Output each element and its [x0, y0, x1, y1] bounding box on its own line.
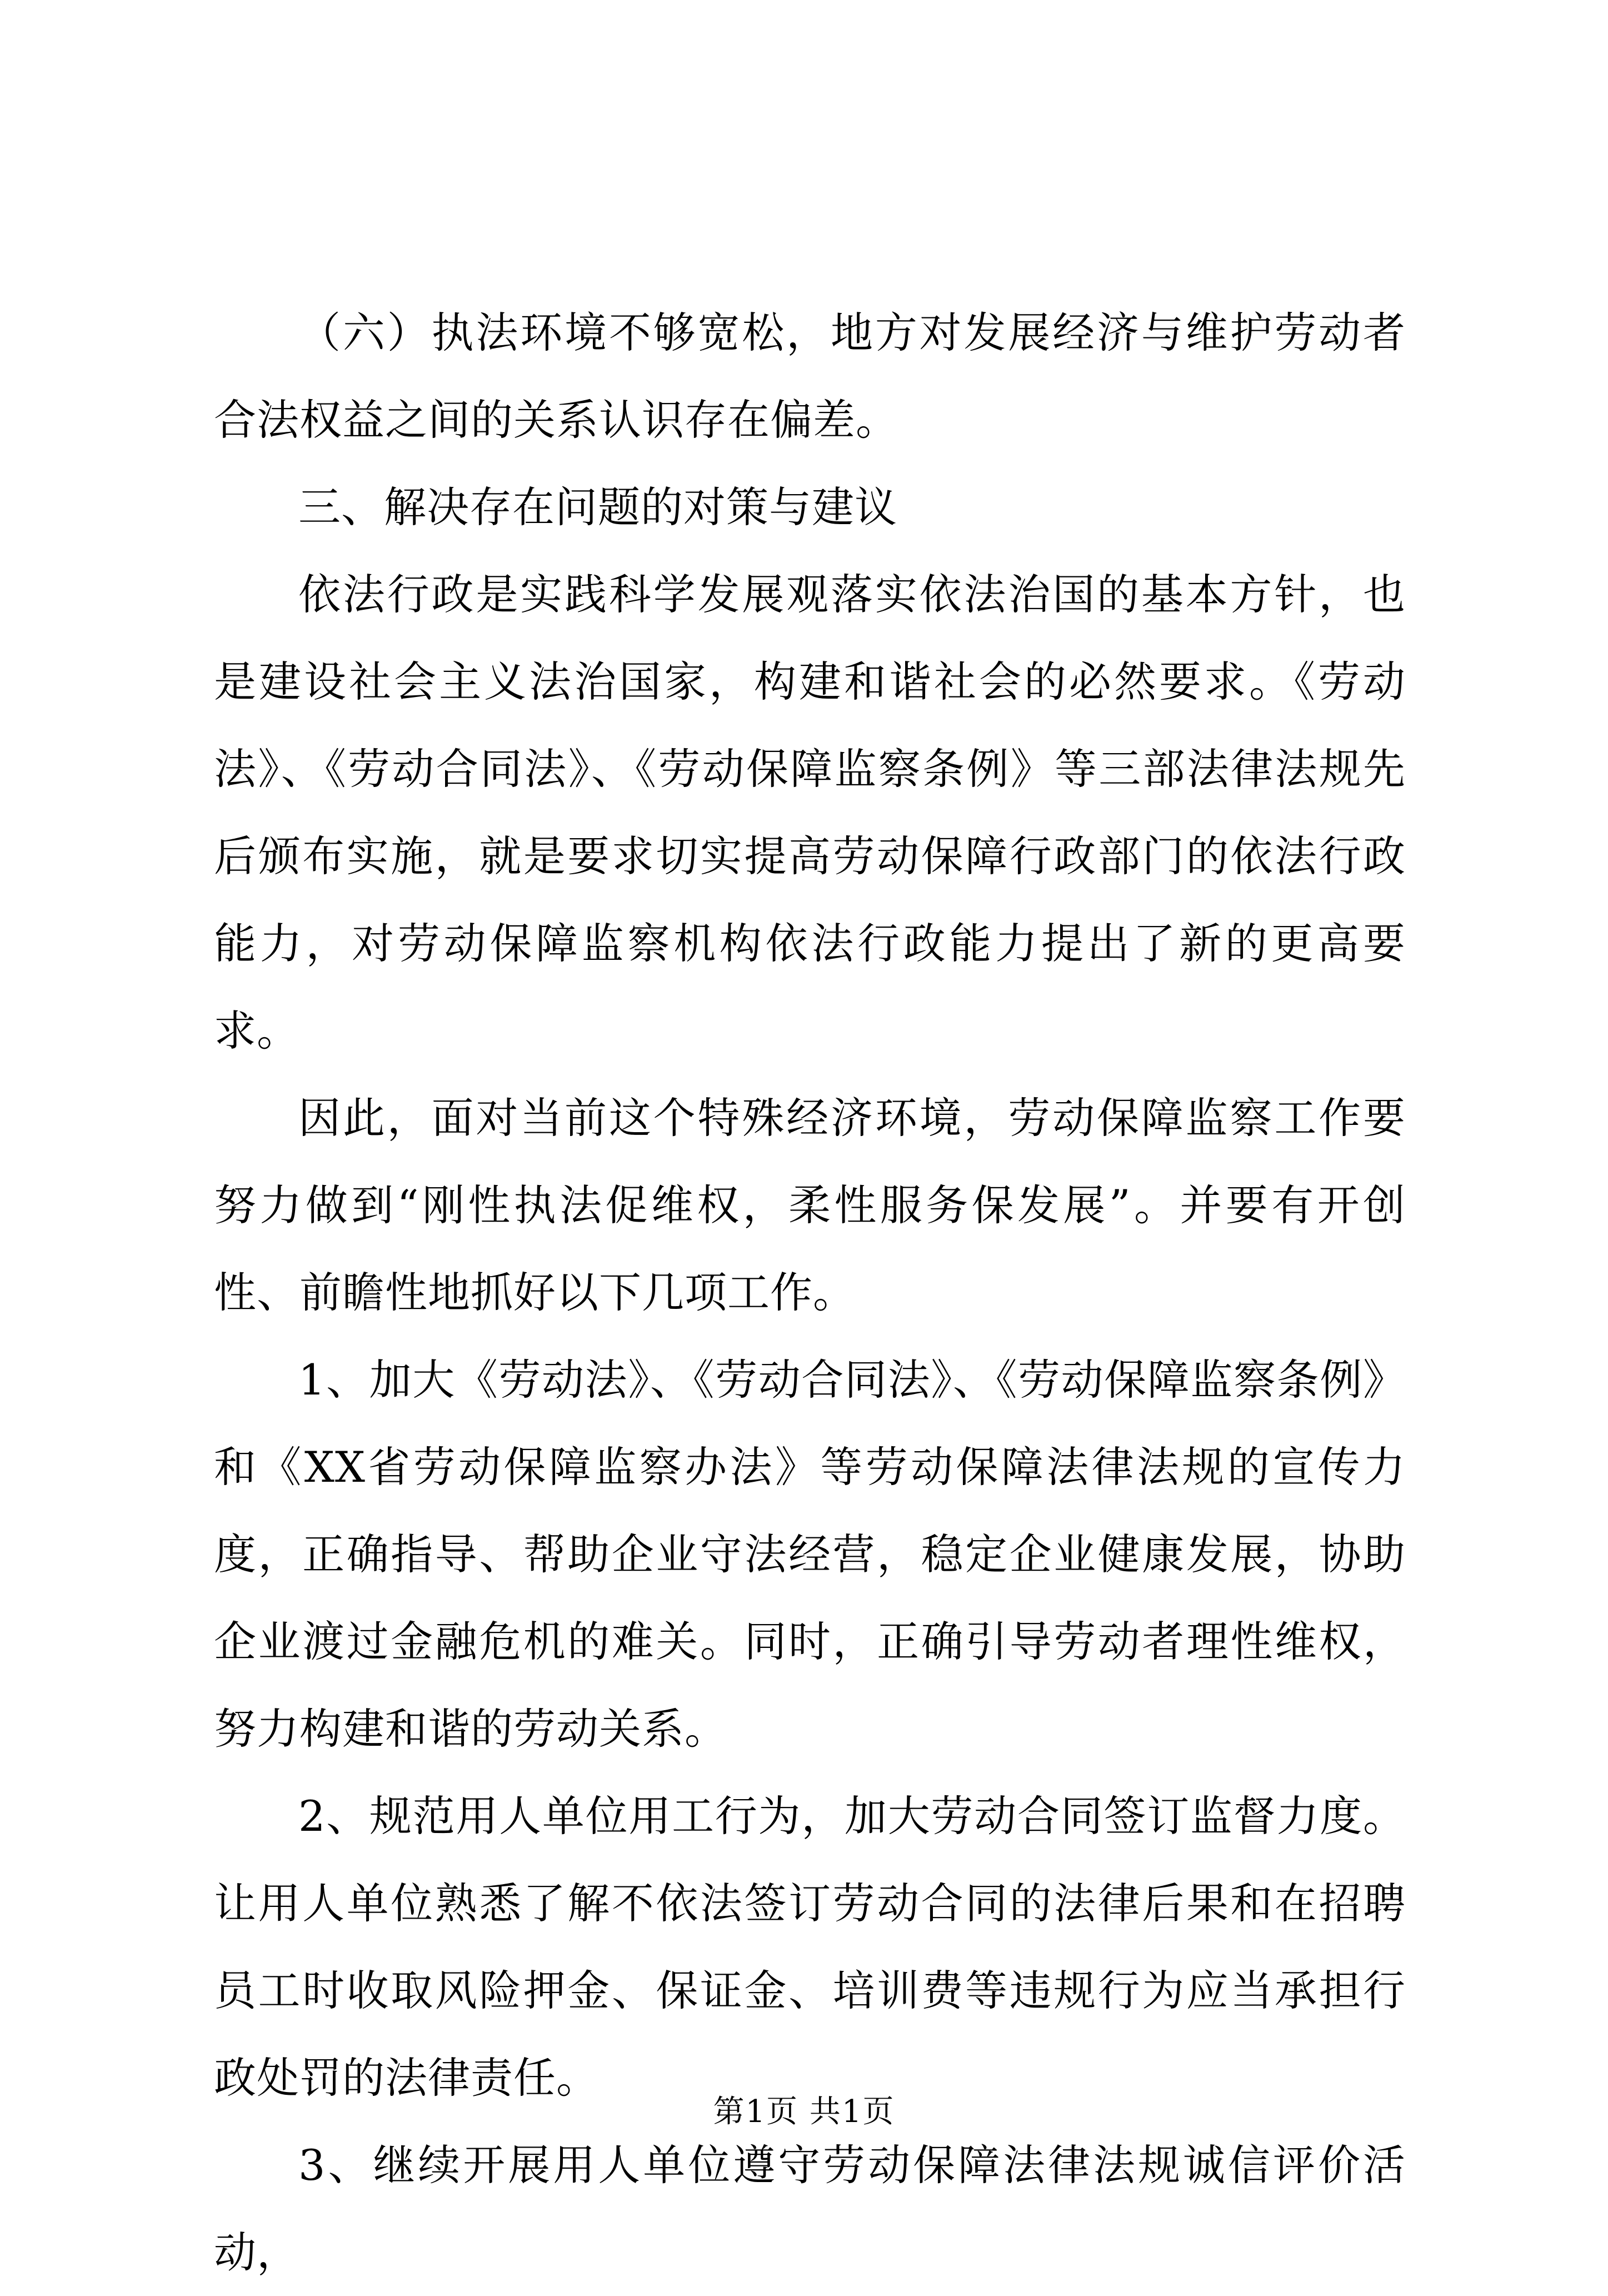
list-item-3: 3、继续开展用人单位遵守劳动保障法律法规诚信评价活动， — [214, 2140, 1406, 2277]
list-item-2: 2、规范用人单位用工行为，加大劳动合同签订监督力度。让用人单位熟悉了解不依法签订劳动合同的法律后果和在招聘员工时收取风险押金、保证金、培训费等违规行为应当承担行政处罚的法律责任。 — [214, 1791, 1406, 2103]
document-body — [214, 289, 1406, 2296]
paragraph-therefore: 因此，面对当前这个特殊经济环境，劳动保障监察工作要努力做到“刚性执法促维权，柔性服务保发展”。并要有开创性、前瞻性地抓好以下几项工作。 — [214, 1093, 1406, 1317]
page-number-footer: 第1页 共1页 — [713, 2094, 895, 2130]
paragraph-lawful-administration: 依法行政是实践科学发展观落实依法治国的基本方针，也是建设社会主义法治国家，构建和谐社会的必然要求。《劳动法》、《劳动合同法》、《劳动保障监察条例》等三部法律法规先后颁布实施，就是要求切实提高劳动保障行政部门的依法行政能力，对劳动保障监察机构依法行政能力提出了新的更高要求。 — [214, 570, 1406, 1055]
list-item-1: 1、加大《劳动法》、《劳动合同法》、《劳动保障监察条例》和《XX省劳动保障监察办法》等劳动保障法律法规的宣传力度，正确指导、帮助企业守法经营，稳定企业健康发展，协助企业渡过金融危机的难关。同时，正确引导劳动者理性维权，努力构建和谐的劳动关系。 — [214, 1355, 1406, 1754]
section-heading-three: 三、解决存在问题的对策与建议 — [298, 482, 897, 532]
paragraph-section-six: （六）执法环境不够宽松，地方对发展经济与维护劳动者合法权益之间的关系认识存在偏差。 — [214, 308, 1406, 445]
